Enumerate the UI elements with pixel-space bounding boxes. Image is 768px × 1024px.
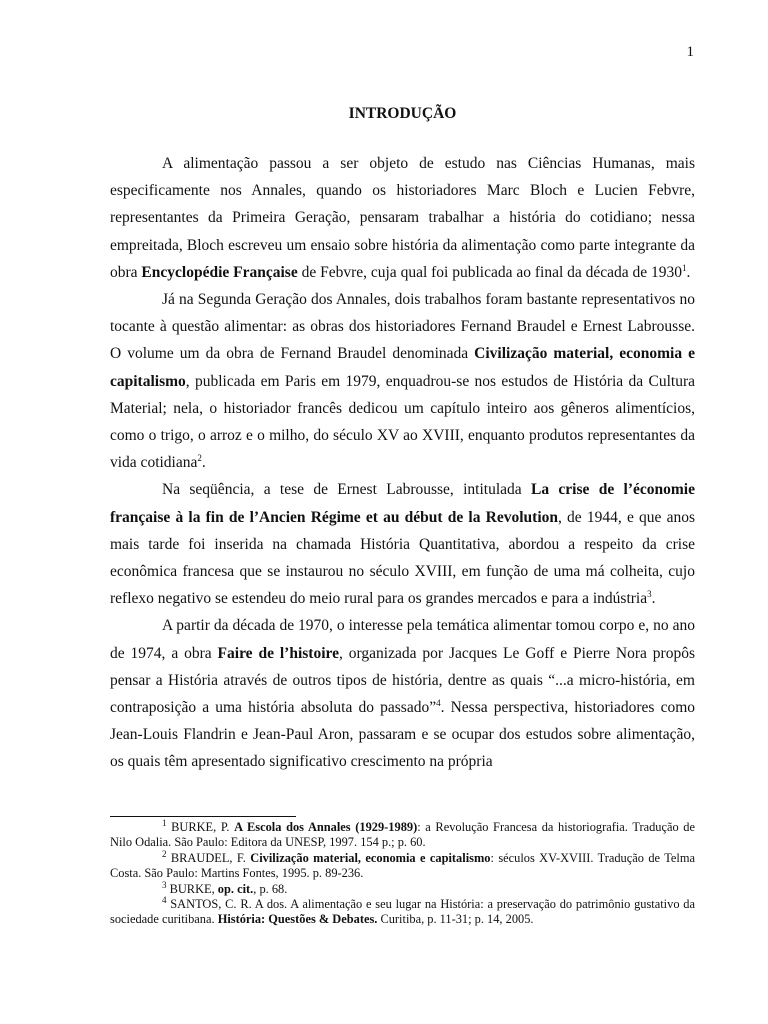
footnote-ref-3: 3 bbox=[647, 589, 652, 600]
work-title-faire-de-lhistoire: Faire de l’histoire bbox=[217, 644, 339, 662]
paragraph-3 bbox=[110, 476, 695, 612]
paragraph-text: , de 1944, e que anos mais tarde foi inserida na chamada História Quantitativa, abordou a respeito da crise econômica francesa que se instaurou no século XVIII, em função de uma má colheita, cujo reflexo negativo se estendeu do meio rural para os grandes mercados e para a indústria bbox=[110, 508, 695, 608]
footnote-work-title: op. cit. bbox=[217, 881, 254, 896]
paragraph-2 bbox=[110, 286, 695, 476]
paragraph-text: A alimentação passou a ser objeto de estudo nas Ciências Humanas, mais especificamente nos Annales, quando os historiadores Marc Bloch e Lucien Febvre, representantes da Primeira Geração, pensaram trabalhar a história do cotidiano; nessa empreitada, Bloch escreveu um ensaio sobre história da alimentação como parte integrante da obra bbox=[110, 155, 695, 281]
footnote-text: BRAUDEL, F. bbox=[166, 850, 251, 865]
paragraph-text: , organizada por Jacques Le Goff e Pierre Nora propôs pensar a História através de outros tipos de história, dentre as quais “...a micro-história, em contraposição a uma história absoluta do passado” bbox=[110, 644, 695, 717]
work-title-encyclopedie: Encyclopédie Française bbox=[141, 263, 298, 281]
footnote-separator bbox=[110, 816, 296, 817]
paragraph-text: de Febvre, cuja qual foi publicada ao final da década de 1930 bbox=[297, 263, 683, 281]
footnote-ref-2: 2 bbox=[197, 453, 202, 464]
footnote-text: SANTOS, C. R. A dos. A alimentação e seu lugar na História: a preservação do patrimônio gustativo da sociedade curitibana. bbox=[110, 897, 695, 927]
body-text bbox=[110, 150, 695, 776]
footnote-number: 3 bbox=[162, 879, 167, 890]
footnote-text: Curitiba, p. 11-31; p. 14, 2005. bbox=[377, 912, 534, 927]
footnote-work-title: A Escola dos Annales (1929-1989) bbox=[234, 820, 418, 834]
paragraph-1 bbox=[110, 150, 695, 286]
footnote-work-title: Civilização material, economia e capitalismo bbox=[250, 850, 491, 865]
footnotes bbox=[110, 817, 695, 928]
footnote-work-title: História: Questões & Debates. bbox=[217, 912, 378, 927]
footnote-text: : séculos XV-XVIII. Tradução de Telma Costa. São Paulo: Martins Fontes, 1995. p. 89-236. bbox=[110, 850, 695, 881]
footnote-ref-4: 4 bbox=[436, 697, 441, 708]
footnote-text: : a Revolução Francesa da historiografia. Tradução de Nilo Odalia. São Paulo: Editora da UNESP, 1997. 154 p.; p. 60. bbox=[110, 820, 695, 850]
paragraph-text: . bbox=[686, 263, 691, 281]
footnote-text: , p. 68. bbox=[253, 881, 288, 896]
paragraph-4 bbox=[110, 612, 695, 775]
paragraph-text: A partir da década de 1970, o interesse pela temática alimentar tomou corpo e, no ano de 1974, a obra bbox=[110, 617, 695, 662]
paragraph-text: . bbox=[651, 590, 656, 608]
paragraph-text: , publicada em Paris em 1979, enquadrou-se nos estudos de História da Cultura Material; nela, o historiador francês dedicou um capítulo inteiro aos gêneros alimentícios, como o trigo, o arroz e o milho, do século XV ao XVIII, enquanto produtos representantes da vida cotidiana bbox=[110, 372, 695, 472]
footnote-text: BURKE, P. bbox=[166, 820, 235, 834]
footnote-2 bbox=[110, 848, 695, 882]
footnote-ref-1: 1 bbox=[682, 262, 687, 273]
paragraph-text: . bbox=[201, 454, 206, 472]
page-number: 1 bbox=[686, 44, 694, 60]
paragraph-text: Já na Segunda Geração dos Annales, dois trabalhos foram bastante representativos no tocante à questão alimentar: as obras dos historiadores Fernand Braudel e Ernest Labrousse. O volume um da obra de Fernand Braudel denominada bbox=[110, 291, 695, 363]
work-title-civilizacao: Civilização material, economia e capitalismo bbox=[110, 345, 695, 390]
footnote-3 bbox=[110, 879, 695, 897]
footnote-number: 4 bbox=[162, 894, 167, 905]
footnote-number: 2 bbox=[162, 848, 167, 859]
footnote-text: BURKE, bbox=[166, 881, 218, 896]
page-title: INTRODUÇÃO bbox=[348, 105, 457, 122]
footnote-number: 1 bbox=[162, 817, 167, 828]
footnote-4 bbox=[110, 894, 695, 928]
footnote-1 bbox=[110, 817, 695, 851]
paragraph-text: Na seqüência, a tese de Ernest Labrousse, intitulada bbox=[162, 481, 531, 499]
work-title-la-crise: La crise de l’économie française à la fin de l’Ancien Régime et au début de la Revolution bbox=[110, 481, 695, 526]
paragraph-text: . Nessa perspectiva, historiadores como Jean-Louis Flandrin e Jean-Paul Aron, passaram e se ocupar dos estudos sobre alimentação, os quais têm apresentado significativo crescimento na própria bbox=[110, 699, 695, 771]
